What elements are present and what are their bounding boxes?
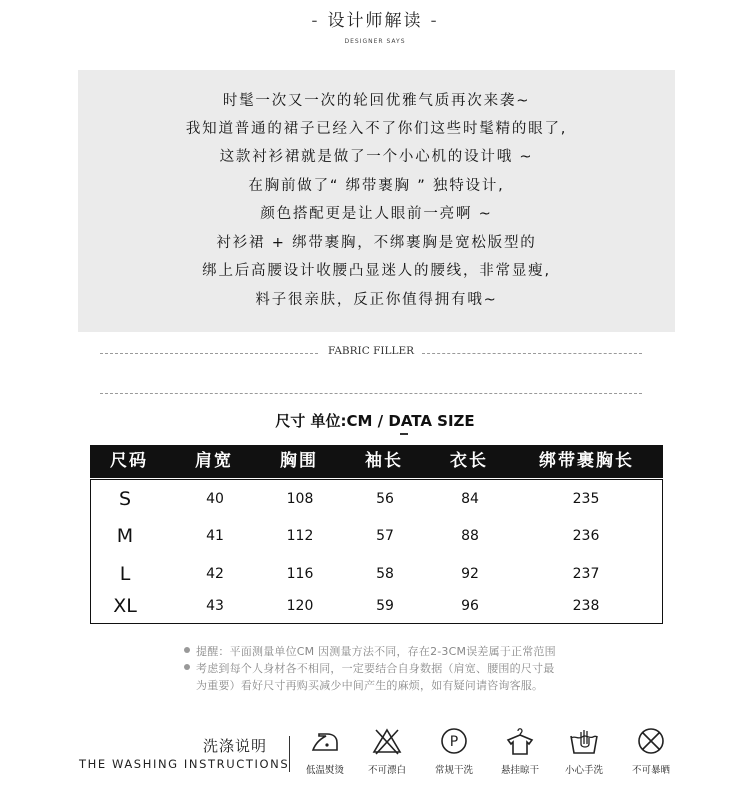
says-line: 我知道普通的裙子已经入不了你们这些时髦精的眼了, — [185, 121, 568, 137]
title-dash-right: - — [430, 11, 439, 31]
table-row — [91, 484, 662, 514]
table-cell: 88 — [461, 528, 479, 544]
low-iron-icon — [310, 726, 340, 756]
size-table-title: 尺寸 单位:CM / DATA SIZE — [275, 412, 475, 430]
table-cell: M — [116, 525, 134, 547]
svg-text:P: P — [449, 734, 459, 750]
washing-title-cn: 洗涤说明 — [203, 737, 268, 755]
size-table-header — [90, 445, 663, 478]
title-dash-left: - — [311, 11, 320, 31]
designer-subtitle: DESIGNER SAYS — [344, 38, 406, 45]
designer-says-box — [78, 70, 675, 332]
care-label: 低温熨烫 — [305, 765, 344, 776]
fabric-filler-label: FABRIC FILLER — [327, 345, 415, 357]
says-line: 料子很亲肤，反正你值得拥有哦~ — [255, 292, 498, 308]
says-line: 绑上后高腰设计收腰凸显迷人的腰线，非常显瘦, — [202, 263, 551, 279]
measurement-note: 提醒：平面测量单位CM 因测量方法不同，存在2-3CM误差属于正常范围 — [196, 645, 556, 658]
says-line: 颜色搭配更是让人眼前一亮啊 ~ — [260, 206, 493, 222]
hand-wash-icon — [569, 726, 599, 756]
washing-divider — [289, 736, 290, 772]
table-cell: 237 — [572, 566, 600, 582]
designer-title — [0, 6, 750, 31]
designer-title-text: 设计师解读 — [327, 11, 423, 31]
care-item-hand-wash — [554, 726, 614, 778]
care-item-hang-dry — [490, 726, 550, 778]
hang-dry-icon — [505, 726, 535, 756]
table-cell: 84 — [461, 491, 479, 507]
section-divider — [100, 393, 642, 394]
table-cell: 238 — [572, 598, 600, 614]
dry-clean-p-icon — [439, 726, 469, 756]
table-cell: 92 — [461, 566, 479, 582]
table-cell: 57 — [376, 528, 394, 544]
table-cell: 58 — [376, 566, 394, 582]
table-cell: 56 — [376, 491, 394, 507]
care-label: 悬挂晾干 — [500, 765, 539, 776]
table-cell: XL — [113, 595, 137, 617]
table-cell: 236 — [572, 528, 600, 544]
header-cell: 胸围 — [280, 451, 318, 471]
fit-note-line2: 为重要）看好尺寸再购买减少中间产生的麻烦，如有疑问请咨询客服。 — [196, 679, 544, 692]
care-label: 常规干洗 — [434, 765, 473, 776]
care-item-low-iron — [295, 726, 355, 778]
care-item-no-bleach — [357, 726, 417, 778]
header-cell: 肩宽 — [195, 451, 233, 471]
bullet-dot — [184, 647, 190, 653]
care-item-no-sun-dry — [621, 726, 681, 778]
care-item-dry-clean — [424, 726, 484, 778]
header-cell: 衣长 — [450, 451, 488, 471]
table-cell: 59 — [376, 598, 394, 614]
header-cell: 袖长 — [365, 451, 403, 471]
table-row — [91, 591, 662, 621]
divider-line-right — [422, 353, 642, 354]
no-sun-dry-icon — [636, 726, 666, 756]
header-cell: 尺码 — [110, 451, 148, 471]
table-cell: S — [118, 488, 132, 510]
table-cell: 120 — [286, 598, 314, 614]
table-cell: L — [119, 563, 131, 585]
no-bleach-icon — [372, 726, 402, 756]
care-label: 不可漂白 — [367, 765, 406, 776]
size-table-body — [90, 479, 663, 624]
table-cell: 41 — [206, 528, 224, 544]
header-cell: 绑带裹胸长 — [539, 451, 634, 471]
care-label: 小心手洗 — [564, 765, 603, 776]
bullet-dot — [184, 664, 190, 670]
table-cell: 40 — [206, 491, 224, 507]
table-cell: 116 — [286, 566, 314, 582]
says-line: 这款衬衫裙就是做了一个小心机的设计哦 ~ — [219, 149, 534, 165]
says-line: 时髦一次又一次的轮回优雅气质再次来袭~ — [222, 93, 531, 109]
fabric-filler-divider — [100, 345, 642, 361]
says-line: 衬衫裙 + 绑带裹胸，不绑裹胸是宽松版型的 — [216, 235, 537, 251]
table-cell: 43 — [206, 598, 224, 614]
table-cell: 42 — [206, 566, 224, 582]
care-label: 不可暴晒 — [631, 765, 670, 776]
table-cell: 96 — [461, 598, 479, 614]
table-cell: 235 — [572, 491, 600, 507]
designer-heading — [0, 6, 750, 31]
washing-title-en: THE WASHING INSTRUCTIONS — [79, 757, 290, 771]
table-row — [91, 521, 662, 551]
table-cell: 108 — [286, 491, 314, 507]
title-underline-mark — [400, 433, 408, 435]
says-line: 在胸前做了“ 绑带裹胸 ” 独特设计, — [248, 178, 505, 194]
table-row — [91, 559, 662, 589]
table-cell: 112 — [286, 528, 314, 544]
fit-note-line1: 考虑到每个人身材各不相同，一定要结合自身数据（肩宽、腰围的尺寸最 — [196, 662, 555, 675]
